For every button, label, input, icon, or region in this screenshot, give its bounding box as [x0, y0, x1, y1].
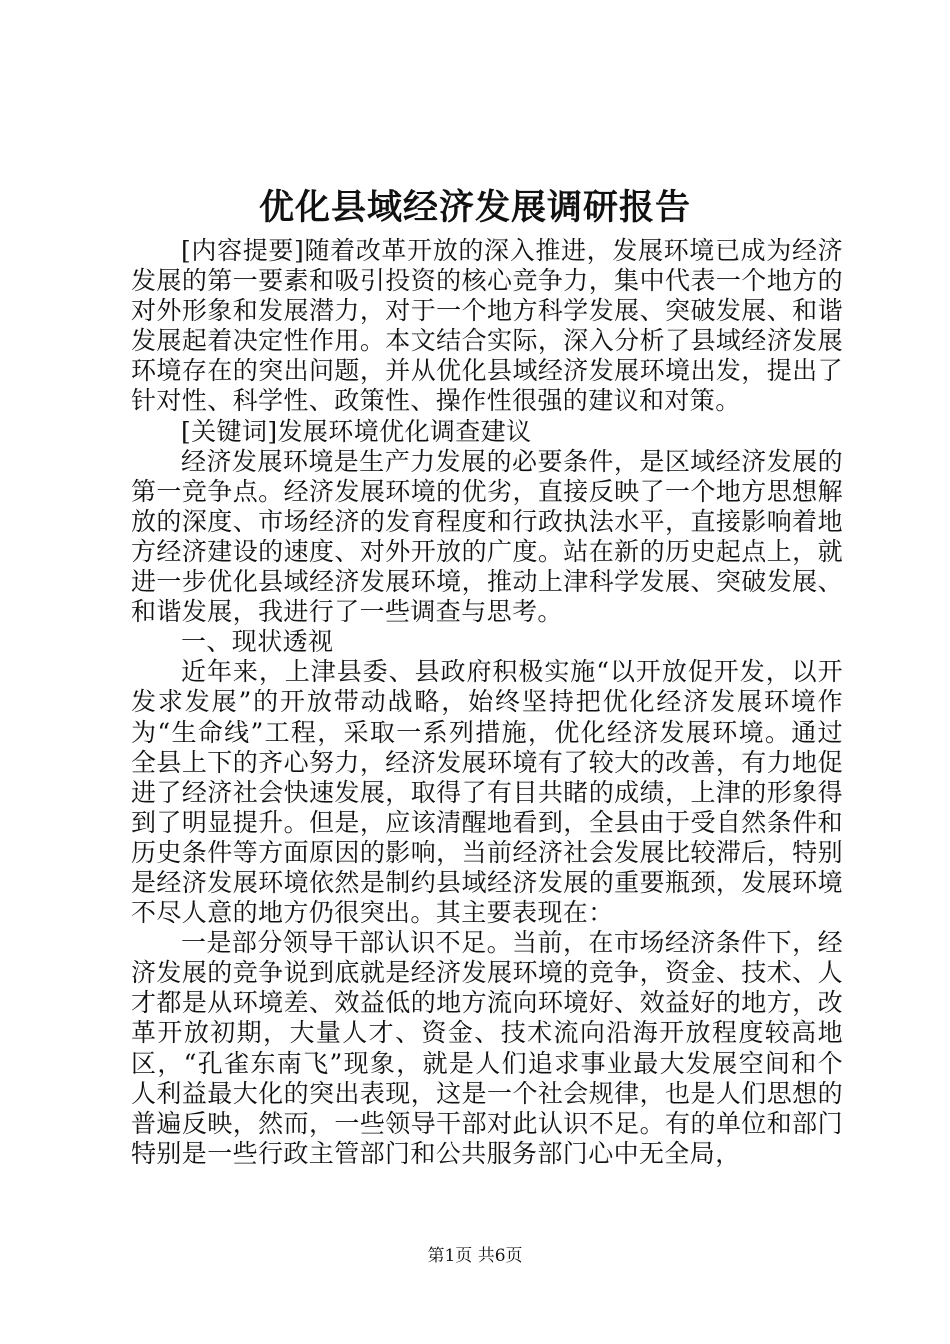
paragraph-status: 近年来，上津县委、县政府积极实施“以开放促开发，以开发求发展”的开放带动战略，始终坚持把优化经济发展环境作为“生命线”工程，采取一系列措施，优化经济发展环境。通过全县上下的齐心努力，经济发展环境有了较大的改善，有力地促进了经济社会快速发展，取得了有目共睹的成绩，上津的形象得到了明显提升。但是，应该清醒地看到，全县由于受自然条件和历史条件等方面原因的影响，当前经济社会发展比较滞后，特别是经济发展环境依然是制约县域经济发展的重要瓶颈，发展环境不尽人意的地方仍很突出。其主要表现在： — [131, 657, 843, 928]
page-footer: 第1页 共6页 — [427, 1246, 523, 1266]
paragraph-abstract: [内容提要]随着改革开放的深入推进，发展环境已成为经济发展的第一要素和吸引投资的核心竞争力，集中代表一个地方的对外形象和发展潜力，对于一个地方科学发展、突破发展、和谐发展起着决定性作用。本文结合实际，深入分析了县域经济发展环境存在的突出问题，并从优化县域经济发展环境出发，提出了针对性、科学性、政策性、操作性很强的建议和对策。 — [131, 236, 843, 416]
paragraph-keywords: [关键词]发展环境优化调查建议 — [181, 416, 532, 446]
paragraph-intro: 经济发展环境是生产力发展的必要条件，是区域经济发展的第一竞争点。经济发展环境的优劣，直接反映了一个地方思想解放的深度、市场经济的发育程度和行政执法水平，直接影响着地方经济建设的速度、对外开放的广度。站在新的历史起点上，就进一步优化县域经济发展环境，推动上津科学发展、突破发展、和谐发展，我进行了一些调查与思考。 — [131, 446, 843, 627]
document-body — [131, 236, 843, 1169]
document-title: 优化县域经济发展调研报告 — [258, 187, 691, 228]
section-heading-status: 一、现状透视 — [181, 627, 334, 657]
paragraph-point-one: 一是部分领导干部认识不足。当前，在市场经济条件下，经济发展的竞争说到底就是经济发展环境的竞争，资金、技术、人才都是从环境差、效益低的地方流向环境好、效益好的地方，改革开放初期，大量人才、资金、技术流向沿海开放程度较高地区，“孔雀东南飞”现象，就是人们追求事业最大发展空间和个人利益最大化的突出表现，这是一个社会规律，也是人们思想的普遍反映，然而，一些领导干部对此认识不足。有的单位和部门特别是一些行政主管部门和公共服务部门心中无全局， — [131, 928, 843, 1168]
